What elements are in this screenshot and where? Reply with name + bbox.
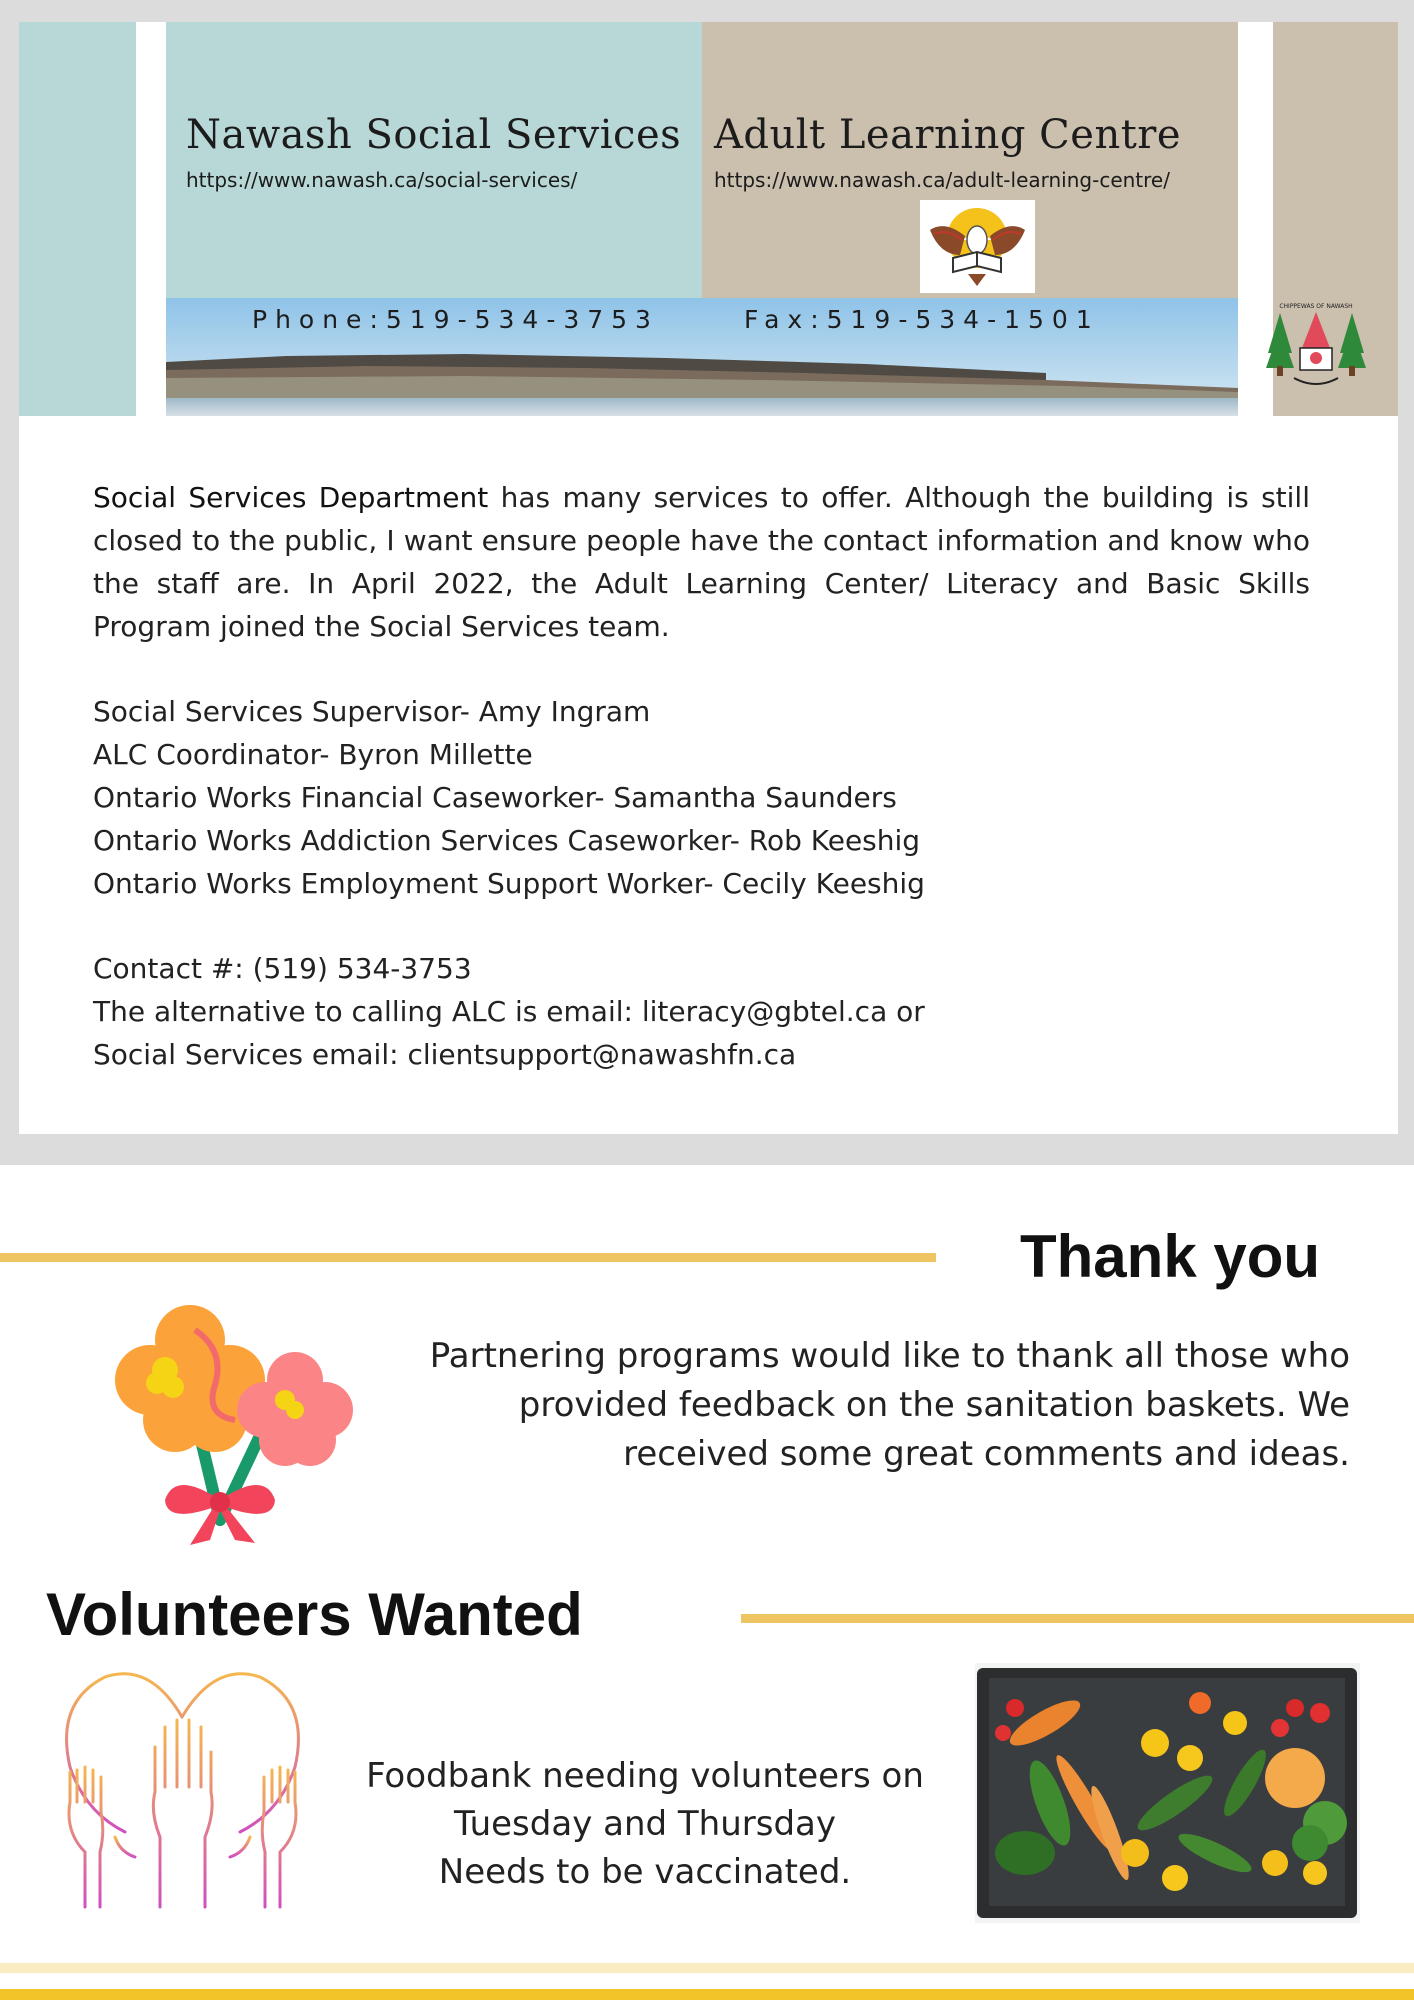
- contact-phone: Contact #: (519) 534-3753: [93, 952, 472, 985]
- staff-item: Ontario Works Financial Caseworker- Samantha Saunders: [93, 781, 897, 814]
- flowers-icon: [95, 1295, 355, 1545]
- nawash-seal-logo: [1266, 298, 1366, 398]
- vegetable-crate-photo: [975, 1663, 1360, 1923]
- intro-paragraph: [93, 476, 1310, 648]
- volunteers-heading: Volunteers Wanted: [46, 1581, 583, 1648]
- thank-you-message: [380, 1332, 1350, 1479]
- alc-title: Adult Learning Centre: [714, 112, 1182, 158]
- social-services-url[interactable]: https://www.nawash.ca/social-services/: [186, 168, 578, 192]
- contact-block: [93, 947, 925, 1076]
- volunteers-line: Tuesday and Thursday: [453, 1804, 836, 1844]
- banner-left-strip: [19, 22, 136, 416]
- raised-hands-heart-icon: [55, 1662, 310, 1917]
- staff-item: Ontario Works Addiction Services Caseworker- Rob Keeshig: [93, 824, 921, 857]
- thank-you-rule: [0, 1253, 936, 1262]
- staff-item: Social Services Supervisor- Amy Ingram: [93, 695, 651, 728]
- thank-you-line: received some great comments and ideas.: [623, 1434, 1350, 1474]
- thank-you-line: provided feedback on the sanitation baskets. We: [518, 1385, 1350, 1425]
- volunteers-message: [330, 1752, 960, 1896]
- thank-you-line: Partnering programs would like to thank all those who: [429, 1336, 1350, 1376]
- staff-item: Ontario Works Employment Support Worker- Cecily Keeshig: [93, 867, 925, 900]
- bottom-yellow-stripe: [0, 1989, 1414, 2000]
- banner-social-services-panel: [166, 22, 702, 298]
- intro-lead: Social Services Department: [93, 481, 489, 514]
- volunteers-line: Foodbank needing volunteers on: [366, 1756, 924, 1796]
- header-banner: [19, 22, 1398, 416]
- staff-list: [93, 690, 925, 905]
- social-services-title: Nawash Social Services: [186, 112, 682, 158]
- contact-ss-email: Social Services email: clientsupport@nawashfn.ca: [93, 1038, 797, 1071]
- thank-you-heading: Thank you: [1020, 1223, 1321, 1290]
- bottom-light-stripe: [0, 1963, 1414, 1973]
- alc-eagle-logo: [920, 200, 1035, 293]
- seal-text: CHIPPEWAS OF NAWASH: [1279, 303, 1353, 310]
- fax-number: Fax:519-534-1501: [744, 305, 1100, 334]
- phone-number: Phone:519-534-3753: [252, 305, 659, 334]
- staff-item: ALC Coordinator- Byron Millette: [93, 738, 533, 771]
- contact-alc-email: The alternative to calling ALC is email: literacy@gbtel.ca or: [93, 995, 925, 1028]
- intro-body: has many services to offer. Although the building is still closed to the public, I want ensure people have the contact information and know who the staff are. In April 2022, the Adult Learning Center/ Literacy and Basic Skills Program joined the Social Services team.: [93, 481, 1310, 643]
- alc-url[interactable]: https://www.nawash.ca/adult-learning-centre/: [714, 168, 1170, 192]
- landscape-photo: [166, 298, 1353, 416]
- volunteers-rule: [741, 1614, 1414, 1623]
- volunteers-line: Needs to be vaccinated.: [438, 1852, 852, 1892]
